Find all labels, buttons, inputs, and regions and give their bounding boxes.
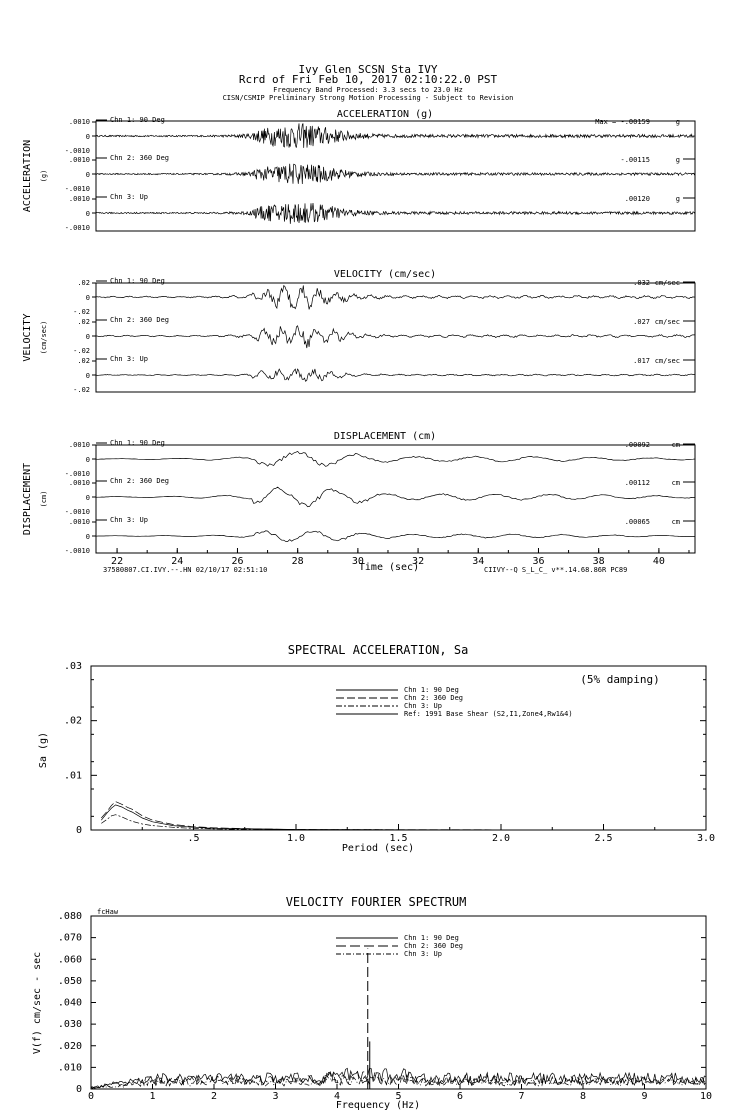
vfs-xtick-label: 5 (395, 1091, 402, 1102)
sa-ytick-label: .02 (63, 715, 82, 727)
sa-damping-note: (5% damping) (580, 673, 660, 686)
time-tick-label: 22 (111, 556, 124, 567)
vfs-ytick-label: .030 (57, 1019, 82, 1031)
ytick-top: .02 (77, 318, 90, 326)
vfs-xtick-label: 0 (87, 1091, 95, 1102)
peak-value: .00092 (624, 441, 650, 449)
vfs-xtick-label: 1 (149, 1091, 156, 1102)
trace-3 (65, 193, 695, 232)
vfs-frame (91, 916, 706, 1089)
vfs-ytick-label: .020 (57, 1040, 82, 1052)
vfs-xtick-label: 6 (456, 1091, 464, 1102)
channel-label: Chn 2: 360 Deg (110, 154, 170, 162)
time-tick-label: 26 (231, 556, 244, 567)
processing-note: CISN/CSMIP Preliminary Strong Motion Processing - Subject to Revision (222, 94, 514, 102)
ytick-top: .0010 (68, 518, 90, 526)
channel-label: Chn 1: 90 Deg (110, 439, 165, 447)
waveform (96, 164, 695, 184)
peak-unit: cm (671, 518, 680, 526)
ytick-top: .0010 (68, 118, 90, 126)
ytick-bottom: -.0010 (64, 547, 90, 555)
time-tick-label: 30 (351, 556, 364, 567)
ytick-bottom: -.02 (73, 308, 90, 316)
peak-unit: g (675, 195, 680, 203)
peak-unit: cm/sec (654, 318, 680, 326)
ytick-top: .02 (77, 279, 90, 287)
peak-unit: cm (671, 479, 680, 487)
waveform (96, 285, 695, 309)
time-histories-chart (22, 109, 695, 574)
vfs-xtick-label: 2 (210, 1091, 218, 1102)
trace-1 (65, 116, 695, 155)
channel-label: Chn 1: 90 Deg (110, 277, 165, 285)
peak-unit: g (675, 118, 680, 126)
band-note: Frequency Band Processed: 3.3 secs to 23.0 Hz (273, 86, 463, 94)
ytick-bottom: -.0010 (64, 508, 90, 516)
sa-title: SPECTRAL ACCELERATION, Sa (287, 643, 469, 657)
station-title: Ivy Glen SCSN Sta IVY (298, 63, 438, 76)
ytick-zero: 0 (85, 533, 90, 541)
peak-value: .027 (633, 318, 650, 326)
peak-value: .00120 (624, 195, 650, 203)
time-tick-label: 28 (291, 556, 304, 567)
trace-3 (65, 516, 695, 555)
sa-legend-label: Chn 1: 90 Deg (404, 686, 459, 694)
peak-value: .017 (633, 357, 650, 365)
peak-unit: cm (671, 441, 680, 449)
panel-ylabel: DISPLACEMENT (22, 462, 33, 536)
ytick-zero: 0 (85, 456, 90, 464)
channel-label: Chn 2: 360 Deg (110, 477, 170, 485)
ytick-top: .0010 (68, 441, 90, 449)
vfs-xtick-label: 3 (272, 1091, 279, 1102)
vfs-corner-label: fcHaw (97, 908, 119, 916)
sa-xtick-label: 1.5 (389, 833, 408, 844)
vfs-xtick-label: 10 (699, 1091, 713, 1102)
time-axis-label: Time (sec) (358, 562, 420, 573)
vfs-legend-label: Chn 1: 90 Deg (404, 934, 459, 942)
ytick-top: .02 (77, 357, 90, 365)
ytick-zero: 0 (85, 210, 90, 218)
sa-xtick-label: .5 (187, 833, 200, 844)
ytick-zero: 0 (85, 133, 90, 141)
sa-legend-label: Ref: 1991 Base Shear (S2,I1,Zone4,Rw1&4) (404, 710, 573, 718)
channel-label: Chn 3: Up (110, 193, 148, 201)
vfs-legend-label: Chn 3: Up (404, 950, 442, 958)
vfs-xtick-label: 9 (641, 1091, 648, 1102)
sa-ytick-label: .01 (63, 770, 82, 782)
ytick-top: .0010 (68, 479, 90, 487)
vfs-ytick-label: .070 (57, 932, 82, 944)
waveform (96, 203, 695, 224)
time-tick-label: 32 (412, 556, 425, 567)
vfs-legend-label: Chn 2: 360 Deg (404, 942, 464, 950)
ytick-zero: 0 (85, 171, 90, 179)
time-tick-label: 40 (652, 556, 665, 567)
waveform (96, 326, 695, 348)
ytick-zero: 0 (85, 372, 90, 380)
vfs-ytick-label: 0 (75, 1084, 82, 1095)
ytick-bottom: -.02 (73, 386, 90, 394)
time-tick-label: 34 (472, 556, 485, 567)
sa-xtick-label: 3.0 (696, 833, 716, 844)
vfs-ytick-label: .060 (57, 954, 82, 966)
vfs-ytick-label: .010 (57, 1062, 82, 1074)
panel-title: VELOCITY (cm/sec) (333, 269, 437, 280)
sa-xlabel: Period (sec) (341, 843, 415, 854)
waveform (96, 487, 695, 507)
panel-3 (22, 431, 695, 555)
peak-value: .032 (633, 279, 650, 287)
trace-2 (73, 316, 695, 355)
vfs-xtick-label: 4 (333, 1091, 341, 1102)
waveform (96, 369, 695, 381)
vfs-ytick-label: .040 (57, 997, 82, 1009)
panel-unit-label: (cm/sec) (40, 320, 48, 355)
ytick-zero: 0 (85, 494, 90, 502)
sa-series-line (101, 805, 706, 830)
vfs-ytick-label: .080 (57, 911, 82, 922)
sa-xtick-label: 2.0 (491, 833, 511, 844)
panel-1 (22, 109, 695, 232)
ytick-zero: 0 (85, 294, 90, 302)
vfs-xlabel: Frequency (Hz) (335, 1100, 421, 1111)
vfs-xtick-label: 8 (579, 1091, 587, 1102)
sa-frame (91, 666, 706, 830)
ytick-bottom: -.0010 (64, 185, 90, 193)
sa-ytick-label: 0 (75, 825, 82, 836)
panel-frame (96, 121, 695, 231)
panel-ylabel: VELOCITY (22, 313, 33, 362)
sa-ylabel: Sa (g) (38, 731, 49, 769)
sa-series-line (101, 815, 706, 830)
trace-3 (73, 355, 695, 394)
ytick-bottom: -.0010 (64, 147, 90, 155)
channel-label: Chn 1: 90 Deg (110, 116, 165, 124)
sa-legend-label: Chn 2: 360 Deg (404, 694, 464, 702)
vfs-xtick-label: 7 (518, 1091, 525, 1102)
sa-xtick-label: 2.5 (594, 833, 613, 844)
time-tick-label: 36 (532, 556, 545, 567)
time-axis (103, 548, 689, 574)
peak-value: .00065 (624, 518, 650, 526)
channel-label: Chn 3: Up (110, 355, 148, 363)
waveform (96, 531, 695, 542)
panel-unit-label: (cm) (40, 490, 48, 508)
footer-left: 37580807.CI.IVY.--.HN 02/10/17 02:51:10 (103, 566, 268, 574)
sa-series-line (101, 802, 706, 830)
channel-label: Chn 3: Up (110, 516, 148, 524)
ytick-bottom: -.0010 (64, 470, 90, 478)
waveform (96, 451, 695, 466)
ytick-bottom: -.0010 (64, 224, 90, 232)
channel-label: Chn 2: 360 Deg (110, 316, 170, 324)
ytick-zero: 0 (85, 333, 90, 341)
sa-legend-label: Chn 3: Up (404, 702, 442, 710)
trace-2 (65, 154, 695, 193)
peak-value: .00112 (624, 479, 650, 487)
time-tick-label: 24 (171, 556, 184, 567)
peak-value: Max = -.00159 (595, 118, 650, 126)
panel-2 (22, 269, 695, 394)
panel-title: DISPLACEMENT (cm) (333, 431, 437, 442)
panel-ylabel: ACCELERATION (22, 139, 33, 213)
sa-ytick-label: .03 (63, 661, 82, 672)
ytick-bottom: -.02 (73, 347, 90, 355)
record-title: Rcrd of Fri Feb 10, 2017 02:10:22.0 PST (238, 73, 498, 86)
footer-right: CIIVY--Q S_L_C_ v**.14.68.86R PC89 (484, 566, 628, 574)
panel-unit-label: (g) (40, 169, 48, 183)
panel-title: ACCELERATION (g) (336, 109, 434, 120)
peak-unit: g (675, 156, 680, 164)
waveform (96, 123, 695, 147)
vfs-title: VELOCITY FOURIER SPECTRUM (285, 895, 467, 909)
vfs-ylabel: V(f) cm/sec - sec (32, 951, 43, 1055)
ytick-top: .0010 (68, 156, 90, 164)
sa-xtick-label: 1.0 (286, 833, 306, 844)
trace-2 (65, 477, 695, 516)
time-tick-label: 38 (592, 556, 605, 567)
velocity-fourier-chart (32, 895, 712, 1111)
peak-unit: cm/sec (654, 357, 680, 365)
peak-unit: cm/sec (654, 279, 680, 287)
peak-value: -.00115 (620, 156, 650, 164)
ytick-top: .0010 (68, 195, 90, 203)
vfs-ytick-label: .050 (57, 975, 82, 987)
spectral-acceleration-chart (38, 643, 715, 854)
